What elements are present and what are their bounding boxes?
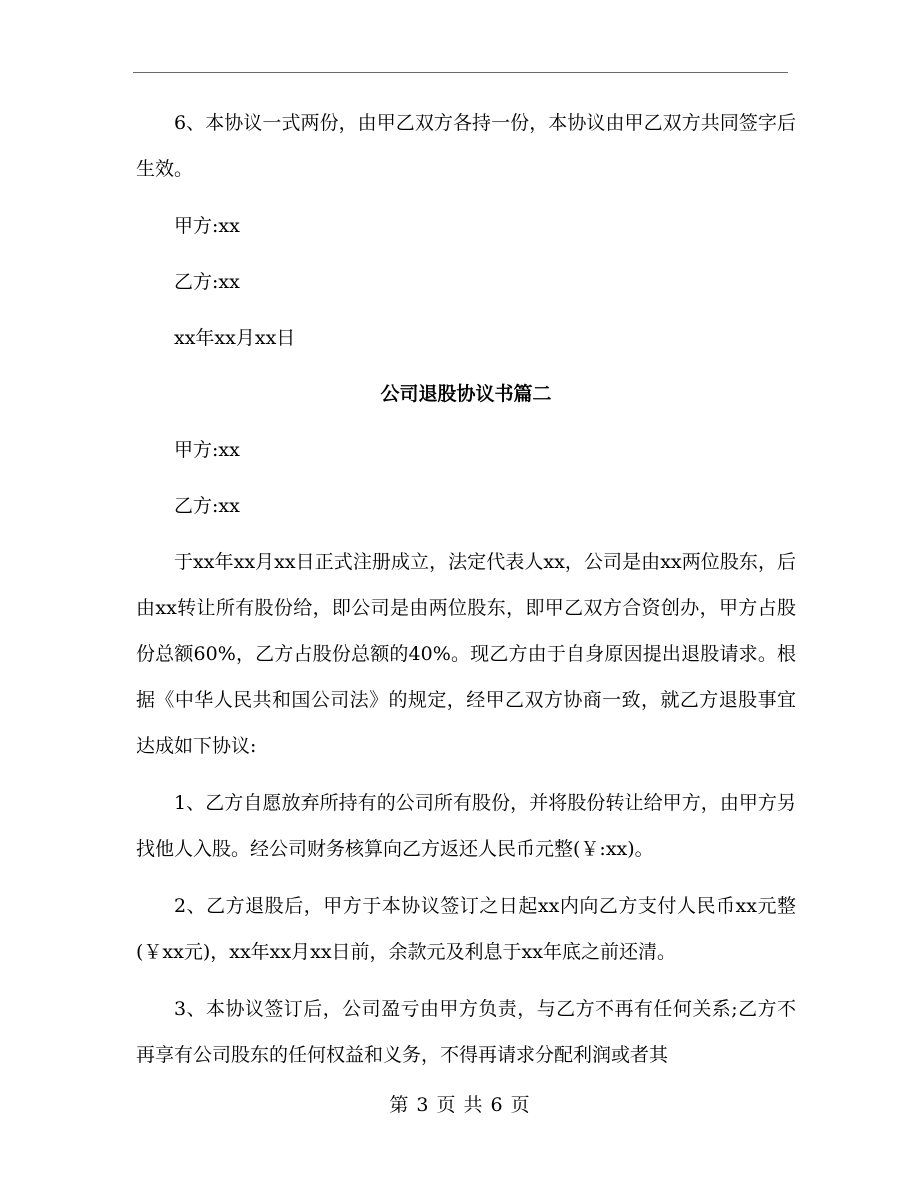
paragraph-clause-1: 1、乙方自愿放弃所持有的公司所有股份，并将股份转让给甲方，由甲方另找他人入股。经公司财务核算向乙方返还人民币元整(￥:xx)。 [136,792,796,860]
paragraph-clause-6: 6、本协议一式两份，由甲乙双方各持一份，本协议由甲乙双方共同签字后生效。 [136,112,796,180]
date-line: xx年xx月xx日 [174,327,296,349]
paragraph-clause-3: 3、本协议签订后，公司盈亏由甲方负责，与乙方不再有任何关系;乙方不再享有公司股东的任何权益和义务，不得再请求分配利润或者其 [136,998,796,1066]
paragraph-preamble: 于xx年xx月xx日正式注册成立，法定代表人xx，公司是由xx两位股东，后由xx转让所有股份给，即公司是由两位股东，即甲乙双方合资创办，甲方占股份总额60%，乙方占股份总额的40%。现乙方由于自身原因提出退股请求。根据《中华人民共和国公司法》的规定，经甲乙双方协商一致，就乙方退股事宜达成如下协议: [136,551,796,757]
paragraph-clause-2: 2、乙方退股后，甲方于本协议签订之日起xx内向乙方支付人民币xx元整(￥xx元)，xx年xx月xx日前，余款元及利息于xx年底之前还清。 [136,895,796,963]
header-divider [133,72,788,73]
section-title: 公司退股协议书篇二 [380,383,552,405]
party-a-line: 甲方:xx [174,215,240,237]
document-body [136,100,796,1089]
party-a-line-2: 甲方:xx [174,439,240,461]
page-number-footer: 第 3 页 共 6 页 [389,1094,531,1116]
party-b-line-2: 乙方:xx [174,495,240,517]
party-b-line: 乙方:xx [174,271,240,293]
